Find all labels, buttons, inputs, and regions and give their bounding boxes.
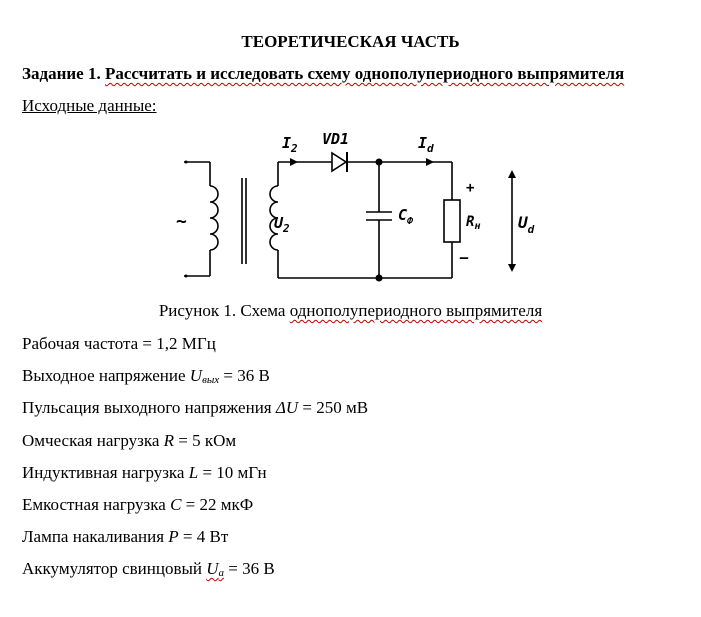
label-ud: $U_d$ — [518, 213, 535, 236]
task-text: Рассчитать и исследовать схему однополупериодного выпрямителя — [104, 64, 625, 83]
label-id: $I_d$ — [418, 134, 434, 155]
param-battery: Аккумулятор свинцовый $U_a = 36$ В — [22, 559, 275, 579]
param-inductive-load: Индуктивная нагрузка L = 10 мГн — [22, 463, 267, 482]
caption-prefix: Рисунок 1. Схема — [158, 301, 290, 320]
label-minus: – — [460, 250, 469, 266]
label-vd1: VD1 — [322, 130, 350, 148]
label-u2: $U_2$ — [274, 214, 290, 235]
task-prefix: Задание 1. — [22, 64, 105, 83]
page-title: ТЕОРЕТИЧЕСКАЯ ЧАСТЬ — [241, 32, 460, 51]
label-cf: $C_Ф$ — [398, 206, 414, 227]
rectifier-circuit-diagram — [170, 128, 550, 298]
param-ripple: Пульсация выходного напряжения ΔU = 250 мВ — [22, 398, 369, 417]
label-plus: + — [466, 180, 475, 196]
label-i2: $I_2$ — [282, 134, 298, 155]
param-lamp: Лампа накаливания P = 4 Вт — [22, 527, 229, 546]
figure-caption — [0, 301, 701, 321]
param-output-voltage: Выходное напряжение $U_{вых} = 36$ В — [22, 366, 270, 386]
caption-text: однополупериодного выпрямителя — [289, 301, 543, 320]
given-data-label: Исходные данные: — [22, 96, 157, 115]
ac-source-label: ~ — [176, 211, 187, 232]
task-heading — [22, 64, 624, 84]
param-frequency: Рабочая частота = 1,2 МГц — [22, 334, 216, 353]
param-resistive-load: Омческая нагрузка R = 5 кОм — [22, 431, 237, 450]
label-rn: $R_н$ — [466, 214, 481, 232]
param-capacitive-load: Емкостная нагрузка C = 22 мкФ — [22, 495, 254, 514]
